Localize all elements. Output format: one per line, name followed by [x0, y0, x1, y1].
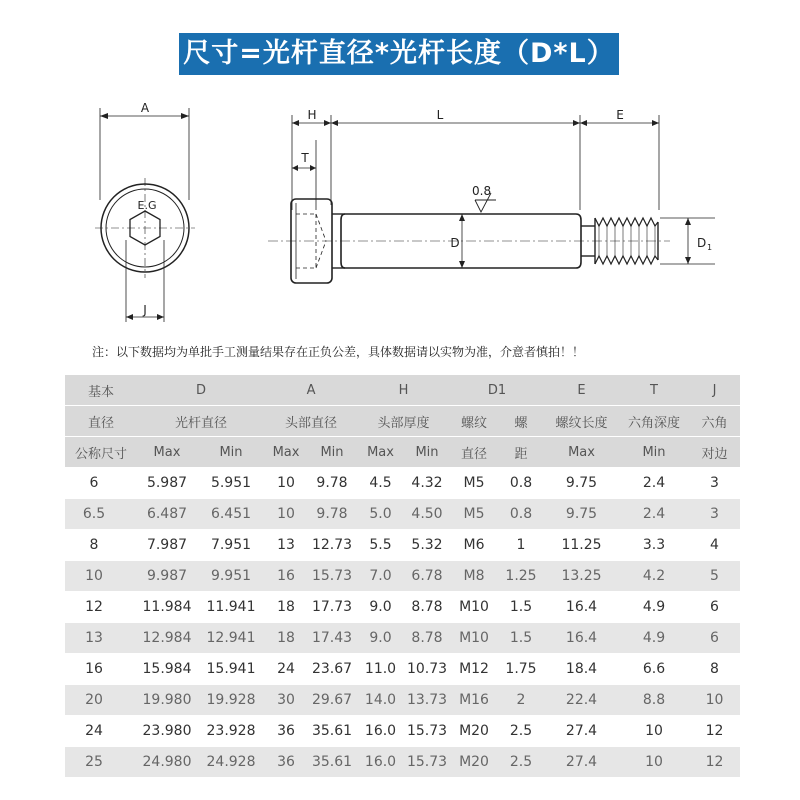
table-cell: 10	[65, 561, 137, 591]
table-cell: 6.6	[642, 661, 666, 677]
spec-table	[65, 374, 740, 778]
header-cell: D1	[450, 375, 544, 405]
header-cell: Max	[265, 437, 307, 467]
table-cell: 17.43	[307, 623, 357, 653]
dim-t-label: T	[301, 151, 309, 165]
header-cell: 公称尺寸	[65, 437, 137, 467]
table-cell: 11.0	[364, 661, 397, 677]
table-row	[65, 716, 740, 746]
table-cell: 15.984	[142, 661, 192, 677]
roughness-label: 0.8	[472, 184, 492, 198]
table-cell: 10	[645, 723, 663, 739]
table-cell: 0.8	[509, 475, 533, 491]
table-cell: 10	[619, 747, 689, 777]
table-cell: M16	[450, 685, 498, 715]
table-cell: 7.951	[210, 537, 252, 553]
table-cell: 10	[265, 499, 307, 529]
table-cell: 9.0	[369, 599, 392, 615]
table-cell: 4	[710, 537, 719, 553]
table-cell: 24.980	[137, 747, 197, 777]
table-cell: 9.78	[307, 499, 357, 529]
table-cell: 15.73	[307, 561, 357, 591]
header-cell: 六角	[689, 406, 740, 436]
table-cell: 18	[277, 599, 295, 615]
table-cell: 20	[65, 685, 137, 715]
table-cell: 1	[516, 537, 526, 553]
table-cell: 18	[265, 623, 307, 653]
table-cell: 16.0	[357, 747, 404, 777]
table-cell: 9.78	[316, 475, 348, 491]
header-cell: Max	[137, 437, 197, 467]
dim-d1-label: D	[697, 236, 707, 250]
table-cell: 12	[85, 599, 103, 615]
table-cell: 13.25	[544, 561, 619, 591]
table-cell: 23.980	[142, 723, 192, 739]
end-view	[95, 101, 195, 322]
table-cell: 9.987	[137, 561, 197, 591]
table-cell: 23.928	[206, 723, 256, 739]
header-cell: 基本	[65, 375, 137, 405]
header-cell: A	[265, 375, 357, 405]
table-cell: 16.4	[544, 623, 619, 653]
header-cell: E	[544, 375, 619, 405]
table-cell: 13	[277, 537, 295, 553]
table-cell: 4.9	[619, 623, 689, 653]
table-cell: 12.941	[197, 623, 265, 653]
header-row	[65, 406, 740, 436]
table-cell: 15.941	[206, 661, 256, 677]
header-cell: Min	[404, 437, 450, 467]
table-cell: 11.984	[142, 599, 192, 615]
table-cell: 6.487	[137, 499, 197, 529]
table-cell: 5.32	[411, 537, 443, 553]
table-cell: 13.73	[404, 685, 450, 715]
header-cell: 头部厚度	[357, 406, 450, 436]
table-cell: 5.0	[357, 499, 404, 529]
dim-d1-subscript: 1	[707, 243, 713, 252]
table-cell: 2.4	[642, 475, 666, 491]
table-cell: 8	[89, 537, 99, 553]
table-cell: M8	[450, 561, 498, 591]
table-cell: 4.5	[369, 475, 392, 491]
table-cell: M20	[450, 747, 498, 777]
table-cell: 9.75	[565, 475, 598, 491]
header-row	[65, 437, 740, 467]
table-cell: 2	[498, 685, 544, 715]
table-cell: 11.941	[206, 599, 256, 615]
header-cell: 螺纹长度	[544, 406, 619, 436]
header-cell: Min	[619, 437, 689, 467]
table-cell: 6.5	[65, 499, 137, 529]
table-cell: 13	[65, 623, 137, 653]
table-cell: 8.8	[619, 685, 689, 715]
table-cell: 8.78	[411, 599, 443, 615]
table-cell: 4.9	[642, 599, 666, 615]
table-cell: 5.951	[210, 475, 252, 491]
side-view	[268, 108, 715, 283]
header-cell: 六角深度	[619, 406, 689, 436]
header-cell: Min	[307, 437, 357, 467]
table-cell: M6	[463, 537, 485, 553]
disclaimer-note: 注：以下数据均为单批手工测量结果存在正负公差，具体数据请以实物为准，介意者慎拍！！	[92, 345, 585, 359]
header-cell: 对边	[689, 437, 740, 467]
table-cell: 4.50	[404, 499, 450, 529]
table-cell: 15.73	[406, 723, 448, 739]
table-cell: 10.73	[406, 661, 448, 677]
table-cell: 24	[277, 661, 295, 677]
table-cell: 12.73	[311, 537, 353, 553]
table-cell: 1.5	[498, 623, 544, 653]
table-cell: 7.0	[357, 561, 404, 591]
table-cell: 7.987	[146, 537, 188, 553]
table-cell: 9.0	[357, 623, 404, 653]
table-cell: M10	[450, 623, 498, 653]
table-cell: 22.4	[544, 685, 619, 715]
header-cell: 头部直径	[265, 406, 357, 436]
header-cell: D	[137, 375, 265, 405]
table-cell: 23.67	[311, 661, 353, 677]
table-cell: 24.928	[197, 747, 265, 777]
table-cell: 3	[710, 475, 719, 491]
table-cell: 1.5	[509, 599, 533, 615]
table-cell: 3	[689, 499, 740, 529]
table-cell: 1.75	[505, 661, 537, 677]
technical-drawing	[0, 90, 800, 340]
header-cell: T	[619, 375, 689, 405]
header-cell: 光杆直径	[137, 406, 265, 436]
table-cell: 12.984	[137, 623, 197, 653]
table-row	[65, 654, 740, 684]
header-cell: J	[689, 375, 740, 405]
header-cell: Max	[544, 437, 619, 467]
table-cell: 30	[265, 685, 307, 715]
table-cell: 12	[705, 723, 724, 739]
table-row	[65, 468, 740, 498]
table-cell: 6.451	[197, 499, 265, 529]
page-title: 尺寸=光杆直径*光杆长度（D*L）	[179, 33, 619, 75]
table-cell: 2.5	[509, 723, 533, 739]
table-cell: 36	[265, 747, 307, 777]
table-row	[65, 530, 740, 560]
table-cell: 16.4	[565, 599, 598, 615]
table-cell: 10	[277, 475, 295, 491]
table-cell: 19.980	[137, 685, 197, 715]
table-cell: 8	[710, 661, 719, 677]
table-row	[65, 623, 740, 653]
header-cell: 直径	[450, 437, 498, 467]
table-cell: 29.67	[307, 685, 357, 715]
header-cell: Min	[197, 437, 265, 467]
table-cell: 2.5	[498, 747, 544, 777]
table-row	[65, 499, 740, 529]
dim-eg-label: E.G	[137, 199, 157, 212]
table-cell: 36	[277, 723, 295, 739]
table-cell: 16.0	[364, 723, 397, 739]
table-cell: 6.78	[404, 561, 450, 591]
dim-a-label: A	[140, 101, 150, 115]
table-row	[65, 685, 740, 715]
table-cell: 16	[85, 661, 103, 677]
table-cell: 0.8	[498, 499, 544, 529]
table-cell: 5.987	[146, 475, 188, 491]
header-cell: H	[357, 375, 450, 405]
table-cell: 27.4	[565, 723, 598, 739]
table-cell: M5	[463, 475, 485, 491]
table-cell: 16	[265, 561, 307, 591]
table-cell: 1.25	[498, 561, 544, 591]
table-cell: 17.73	[311, 599, 353, 615]
table-cell: 9.951	[197, 561, 265, 591]
table-cell: 11.25	[561, 537, 602, 553]
dim-h-label: H	[307, 108, 317, 122]
dim-l-label: L	[436, 108, 444, 122]
header-row	[65, 375, 740, 405]
table-cell: 10	[689, 685, 740, 715]
header-cell: 螺纹	[450, 406, 498, 436]
table-row	[65, 561, 740, 591]
dim-j-label: J	[143, 303, 147, 317]
table-cell: M10	[459, 599, 489, 615]
table-cell: 6	[710, 599, 719, 615]
header-cell: 直径	[65, 406, 137, 436]
table-cell: 9.75	[544, 499, 619, 529]
table-cell: 2.4	[619, 499, 689, 529]
table-cell: 5	[689, 561, 740, 591]
table-cell: M20	[459, 723, 489, 739]
table-cell: 18.4	[565, 661, 598, 677]
table-row	[65, 592, 740, 622]
table-cell: M5	[450, 499, 498, 529]
table-cell: 35.61	[307, 747, 357, 777]
dim-d-label: D	[450, 236, 460, 250]
table-cell: 14.0	[357, 685, 404, 715]
table-cell: 5.5	[369, 537, 392, 553]
table-cell: 3.3	[642, 537, 666, 553]
header-cell: 距	[498, 437, 544, 467]
dim-e-label: E	[616, 108, 624, 122]
table-cell: 19.928	[197, 685, 265, 715]
table-cell: 35.61	[311, 723, 353, 739]
table-cell: 8.78	[404, 623, 450, 653]
table-cell: 6	[689, 623, 740, 653]
table-cell: 15.73	[404, 747, 450, 777]
table-cell: 6	[89, 475, 99, 491]
header-cell: 螺	[498, 406, 544, 436]
table-cell: M12	[459, 661, 489, 677]
table-row	[65, 747, 740, 777]
table-cell: 12	[689, 747, 740, 777]
table-cell: 24	[85, 723, 103, 739]
header-cell: Max	[357, 437, 404, 467]
table-cell: 4.2	[619, 561, 689, 591]
table-cell: 27.4	[544, 747, 619, 777]
table-cell: 25	[65, 747, 137, 777]
table-cell: 4.32	[411, 475, 443, 491]
